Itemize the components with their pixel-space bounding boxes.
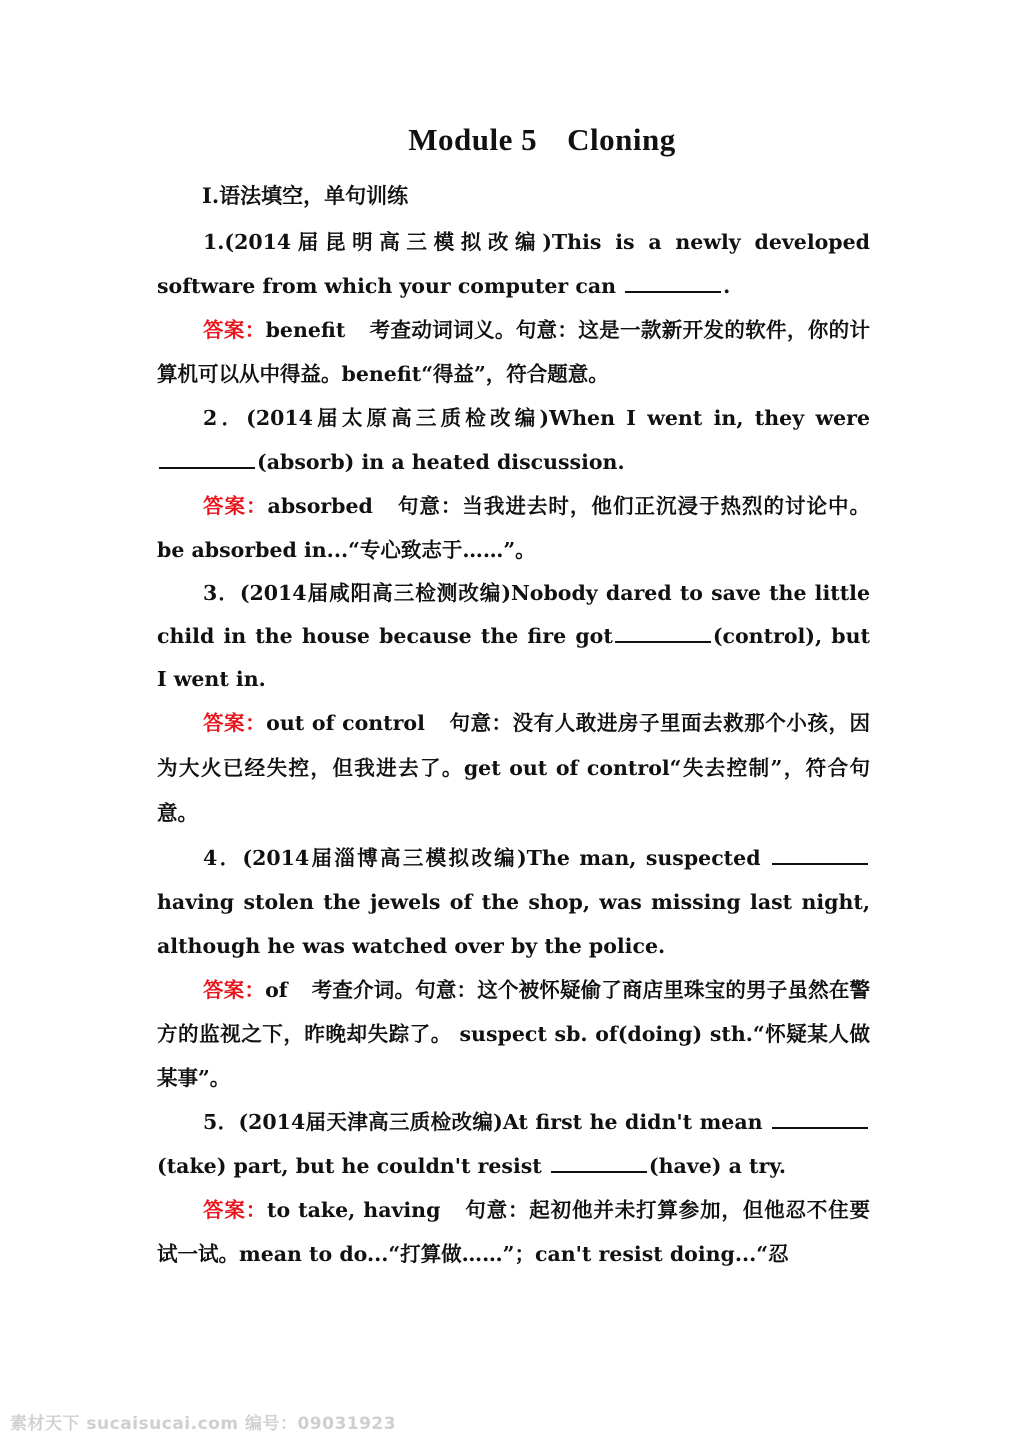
answer-blank [159,449,255,469]
answer-label: 答案： [203,494,268,518]
answer-text: to take, having [267,1198,441,1222]
page-title [0,122,1024,158]
page-title-topic: Cloning [567,122,676,157]
answer-text: out of control [266,711,425,735]
answer-blank [772,1109,868,1129]
answer-5 [157,1188,870,1276]
answer-blank [615,623,711,643]
answer-4 [157,968,870,1100]
answer-explanation: 句意：没有人敢进房子里面去救那个小孩，因为大火已经失控，但我进去了。get out of control“失去控制”，符合句意。 [157,711,871,825]
answer-explanation: 句意：当我进去时，他们正沉浸于热烈的讨论中。be absorbed in...“专心致志于……”。 [157,494,871,562]
answer-1 [157,308,870,396]
answer-blank [772,845,868,865]
watermark: 素材天下 sucaisucai.com 编号：09031923 [10,1414,397,1434]
answer-text: of [265,978,288,1002]
exercise-body [157,220,870,1276]
question-5: 5．(2014届天津高三质检改编)At first he didn't mean (take) part, but he couldn't resist (have) a try. [157,1100,870,1188]
answer-blank [551,1153,647,1173]
answer-explanation: 考查动词词义。句意：这是一款新开发的软件，你的计算机可以从中得益。benefit“得益”，符合题意。 [157,318,871,386]
answer-text: absorbed [267,494,373,518]
answer-explanation: 句意：起初他并未打算参加，但他忍不住要试一试。mean to do...“打算做……”；can't resist doing...“忍 [157,1198,871,1266]
question-2: 2．(2014届太原高三质检改编)When I went in, they were (absorb) in a heated discussion. [157,396,870,484]
section-heading: Ⅰ.语法填空，单句训练 [202,183,409,208]
answer-label: 答案： [203,318,266,342]
answer-label: 答案： [203,978,266,1002]
page-title-module: Module 5 [408,122,538,157]
question-4: 4．(2014届淄博高三模拟改编)The man, suspected having stolen the jewels of the shop, was missing last night, although he was watched over by the police. [157,846,870,958]
answer-2 [157,484,870,572]
answer-explanation: 考查介词。句意：这个被怀疑偷了商店里珠宝的男子虽然在警方的监视之下，昨晚却失踪了。 suspect sb. of(doing) sth.“怀疑某人做某事”。 [157,978,871,1090]
question-3: 3．(2014届咸阳高三检测改编)Nobody dared to save the little child in the house because the fire got (control), but I went in. [157,581,870,691]
answer-blank [625,273,721,293]
question-1: 1.(2014届昆明高三模拟改编)This is a newly developed software from which your computer can . [157,230,870,298]
answer-label: 答案： [203,1198,268,1222]
answer-text: benefit [265,318,346,342]
answer-3 [157,701,870,836]
answer-label: 答案： [203,711,267,735]
